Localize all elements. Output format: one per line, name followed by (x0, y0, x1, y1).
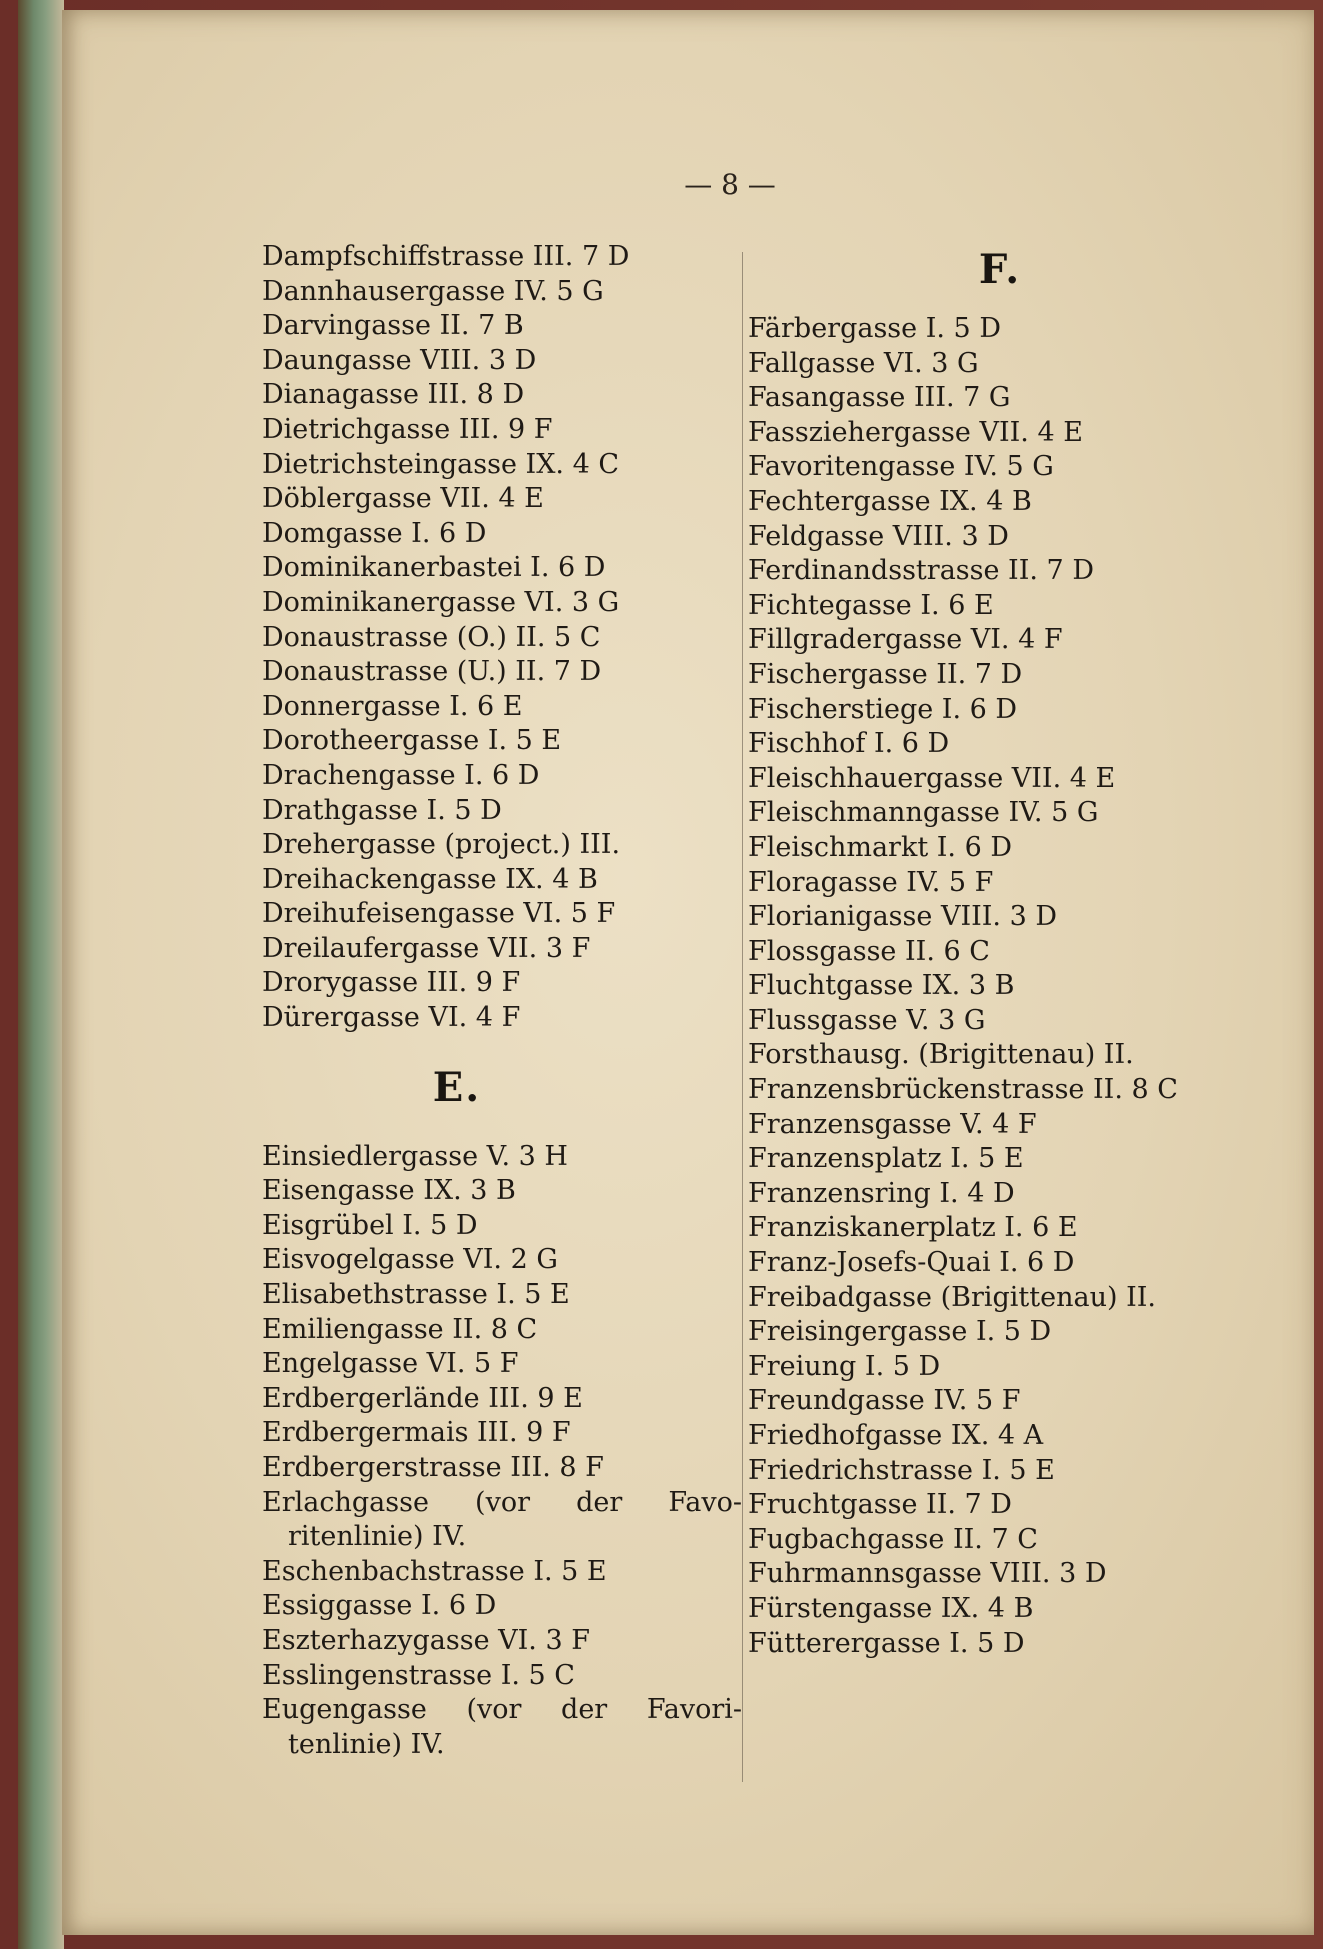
street-entry: Dianagasse III. 8 D (262, 379, 525, 411)
street-entry: Franz-Josefs-Quai I. 6 D (748, 1247, 1075, 1279)
street-entry: Dreihackengasse IX. 4 B (262, 863, 598, 895)
street-entry: Franzensgasse V. 4 F (748, 1108, 1037, 1140)
street-entry: Eisgrübel I. 5 D (262, 1209, 478, 1241)
street-entry: Fleischmarkt I. 6 D (748, 831, 1012, 863)
street-entry: Eisvogelgasse VI. 2 G (262, 1244, 558, 1276)
street-entry: Färbergasse I. 5 D (748, 313, 1001, 344)
street-entry: Fechtergasse IX. 4 B (748, 485, 1032, 517)
street-entry: Daungasse VIII. 3 D (262, 344, 537, 376)
street-entry: Florianigasse VIII. 3 D (748, 901, 1058, 933)
street-entry: Fillgradergasse VI. 4 F (748, 624, 1063, 656)
e-entries-list-continued (262, 1555, 742, 1693)
street-entry: Franzensbrückenstrasse II. 8 C (748, 1074, 1178, 1106)
street-entry: Floragasse IV. 5 F (748, 866, 994, 898)
section-heading-f: F. (978, 246, 1022, 293)
street-entry: Erdbergerlände III. 9 E (262, 1382, 583, 1414)
street-entry: Drachengasse I. 6 D (262, 759, 540, 791)
street-entry: Fassziehergasse VII. 4 E (748, 416, 1083, 448)
street-entry: Eisengasse IX. 3 B (262, 1175, 516, 1207)
street-entry: Friedhofgasse IX. 4 A (748, 1420, 1044, 1451)
street-entry: Freundgasse IV. 5 F (748, 1385, 1021, 1417)
street-entry: Dreihufeisengasse VI. 5 F (262, 898, 616, 930)
street-entry: Erdbergerstrasse III. 8 F (262, 1452, 604, 1483)
street-entry: Essiggasse I. 6 D (262, 1590, 497, 1622)
street-entry: Fischergasse II. 7 D (748, 658, 1023, 690)
street-entry: Fluchtgasse IX. 3 B (748, 970, 1015, 1002)
street-entry: Dietrichsteingasse IX. 4 C (262, 448, 619, 480)
street-entry: Fallgasse VI. 3 G (748, 347, 979, 379)
street-entry: Franzensring I. 4 D (748, 1177, 1015, 1209)
street-entry: Dreilaufergasse VII. 3 F (262, 932, 591, 964)
e-entries-list (262, 1140, 742, 1486)
street-entry: Forsthausg. (Brigittenau) II. (748, 1039, 1134, 1071)
street-entry: Eugengasse (vor der Favori- (262, 1694, 742, 1726)
street-entry: Fischerstiege I. 6 D (748, 693, 1018, 725)
book-edge (18, 0, 64, 1949)
page-number: — 8 — (684, 168, 776, 201)
street-entry: Erdbergermais III. 9 F (262, 1417, 571, 1449)
street-entry: Flussgasse V. 3 G (748, 1004, 986, 1036)
street-entry: Eszterhazygasse VI. 3 F (262, 1624, 590, 1656)
street-entry: Dominikanergasse VI. 3 G (262, 586, 620, 618)
street-entry: Fichtegasse I. 6 E (748, 589, 994, 621)
street-entry: Donnergasse I. 6 E (262, 690, 523, 722)
street-entry: Fleischmanngasse IV. 5 G (748, 797, 1099, 829)
street-entry: Fruchtgasse II. 7 D (748, 1489, 1012, 1521)
street-entry: Drehergasse (project.) III. (262, 829, 621, 861)
street-entry: Donaustrasse (U.) II. 7 D (262, 656, 602, 688)
street-entry: Engelgasse VI. 5 F (262, 1348, 519, 1380)
street-entry: Dürergasse VI. 4 F (262, 1002, 521, 1034)
street-entry: Döblergasse VII. 4 E (262, 483, 544, 515)
street-entry: Favoritengasse IV. 5 G (748, 451, 1054, 483)
street-entry: Fugbachgasse II. 7 C (748, 1523, 1038, 1555)
section-heading-e: E. (432, 1063, 482, 1111)
street-entry: Emiliengasse II. 8 C (262, 1313, 538, 1345)
street-entry: Domgasse I. 6 D (262, 517, 487, 549)
left-column (262, 240, 742, 1762)
street-entry-continuation: tenlinie) IV. (288, 1728, 445, 1760)
street-entry: Feldgasse VIII. 3 D (748, 520, 1009, 552)
street-entry: Franzensplatz I. 5 E (748, 1143, 1024, 1175)
street-entry: Fuhrmannsgasse VIII. 3 D (748, 1558, 1107, 1590)
street-entry: Eschenbachstrasse I. 5 E (262, 1555, 607, 1587)
street-entry: Fleischhauergasse VII. 4 E (748, 762, 1116, 794)
street-entry: Ferdinandsstrasse II. 7 D (748, 555, 1094, 587)
d-entries-list (262, 240, 742, 1036)
street-entry: Dannhausergasse IV. 5 G (262, 275, 604, 307)
column-divider (742, 252, 743, 1782)
street-entry: Dorotheergasse I. 5 E (262, 725, 562, 757)
street-entry: Dampfschiffstrasse III. 7 D (262, 241, 630, 272)
street-entry: Friedrichstrasse I. 5 E (748, 1454, 1055, 1486)
street-entry: Fasangasse III. 7 G (748, 382, 1011, 414)
street-entry: Dietrichgasse III. 9 F (262, 413, 553, 445)
street-entry: Freisingergasse I. 5 D (748, 1316, 1052, 1348)
street-entry: Freiung I. 5 D (748, 1350, 941, 1382)
street-entry: Dominikanerbastei I. 6 D (262, 552, 606, 584)
street-entry-continuation: ritenlinie) IV. (288, 1521, 467, 1553)
street-entry: Drorygasse III. 9 F (262, 967, 521, 999)
street-entry: Erlachgasse (vor der Favo- (262, 1486, 742, 1518)
street-entry: Elisabethstrasse I. 5 E (262, 1279, 570, 1311)
street-entry: Fürstengasse IX. 4 B (748, 1592, 1034, 1624)
f-entries-list (748, 312, 1238, 1661)
street-entry: Einsiedlergasse V. 3 H (262, 1140, 568, 1172)
street-entry: Freibadgasse (Brigittenau) II. (748, 1281, 1156, 1313)
street-entry: Fütterergasse I. 5 D (748, 1627, 1025, 1659)
street-entry: Franziskanerplatz I. 6 E (748, 1212, 1078, 1244)
street-entry: Fischhof I. 6 D (748, 728, 950, 760)
right-column (748, 312, 1238, 1661)
street-entry: Darvingasse II. 7 B (262, 310, 524, 342)
street-entry: Flossgasse II. 6 C (748, 935, 990, 967)
street-entry: Drathgasse I. 5 D (262, 794, 502, 826)
street-entry: Donaustrasse (O.) II. 5 C (262, 621, 601, 653)
street-entry: Esslingenstrasse I. 5 C (262, 1659, 575, 1691)
